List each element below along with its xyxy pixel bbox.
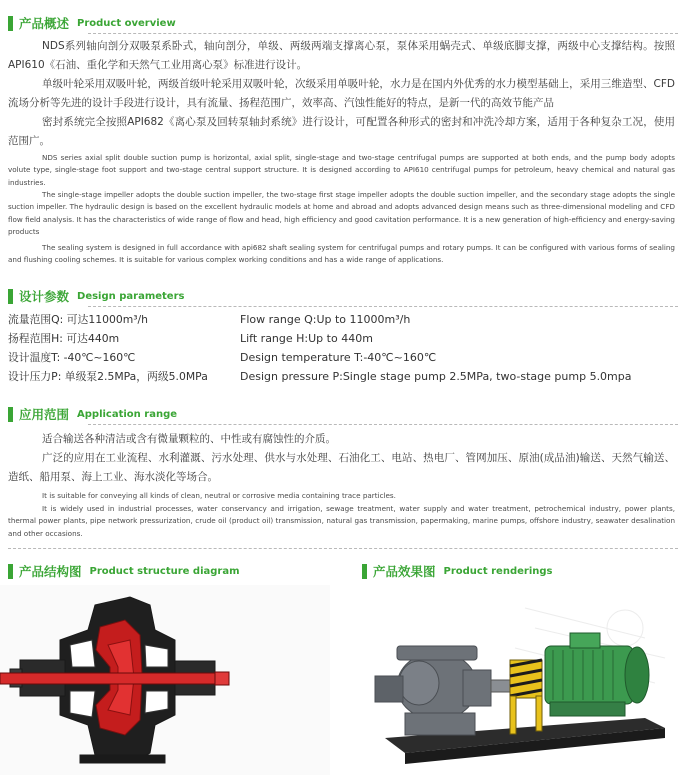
overview-zh-para-1: NDS系列轴向剖分双吸泵系卧式，轴向剖分，单级、两级两端支撑离心泵，泵体采用蜗壳式、单级底脚支撑，两级中心支撑结构。按照API610《石油、重化学和天然气工业用离心泵》标准进行设计。 [8, 40, 675, 71]
pump-3d-rendering [345, 588, 683, 775]
section-marker-icon [8, 407, 13, 422]
application-en-para-2: It is widely used in industrial processes, water conservancy and irrigation, sewage treatment, water supply and water treatment, petrochemical industry, power plants, thermal power plants, pipe network pressurization, crude oil (product oil) transmission, natural gas transmission, papermaking, marine pumps, offshore industry, seawater desalination and other occasions. [8, 504, 675, 538]
param-lift-zh: 扬程范围H: 可达440m [8, 332, 120, 345]
section-marker-icon [8, 564, 13, 579]
structure-title-en: Product structure diagram [89, 565, 240, 577]
application-zh-para-2: 广泛的应用在工业流程、水利灌溉、污水处理、供水与水处理、石油化工、电站、热电厂、管网加压、原油(成品油)输送、天然气输送、造纸、船用泵、海上工业、海水淡化等场合。 [8, 452, 675, 483]
divider [88, 306, 678, 307]
renderings-title-en: Product renderings [443, 565, 553, 577]
pump-section-drawing [0, 585, 330, 775]
param-temp-zh: 设计温度T: -40℃~160℃ [8, 351, 136, 364]
overview-header [8, 14, 176, 32]
application-header [8, 405, 177, 423]
section-marker-icon [8, 289, 13, 304]
overview-en-para-3: The sealing system is designed in full accordance with api682 shaft sealing system for centrifugal pumps and rotary pumps. It can be configured with various forms of sealing and flushing cooling schemes. It is suitable for various complex working conditions and has a wide range of applications. [8, 243, 675, 265]
design-header [8, 287, 184, 305]
overview-zh-para-3: 密封系统完全按照API682《离心泵及回转泵轴封系统》进行设计，可配置各种形式的密封和冲洗冷却方案，适用于各种复杂工况，使用范围广。 [8, 116, 675, 147]
overview-title-en: Product overview [77, 17, 176, 29]
renderings-title-zh: 产品效果图 [373, 564, 436, 579]
design-title-en: Design parameters [77, 290, 185, 302]
param-temp-en: Design temperature T:-40℃~160℃ [240, 351, 437, 364]
application-title-zh: 应用范围 [19, 407, 70, 422]
param-pressure-en: Design pressure P:Single stage pump 2.5MPa, two-stage pump 5.0mpa [240, 370, 632, 383]
divider [8, 548, 678, 549]
param-flow-zh: 流量范围Q: 可达11000m³/h [8, 313, 149, 326]
param-lift-en: Lift range H:Up to 440m [240, 332, 373, 345]
divider [88, 424, 678, 425]
param-pressure-zh: 设计压力P: 单级泵2.5MPa，两级5.0MPa [8, 370, 208, 383]
overview-zh-para-2: 单级叶轮采用双吸叶轮，两级首级叶轮采用双吸叶轮，次级采用单吸叶轮，水力是在国内外优秀的水力模型基础上，采用三维造型、CFD流场分析等先进的设计手段进行设计，具有流量、扬程范围广，效率高、汽蚀性能好的特点，是新一代的高效节能产品 [8, 78, 675, 109]
param-flow-en: Flow range Q:Up to 11000m³/h [240, 313, 411, 326]
renderings-header [362, 562, 552, 580]
pump-rendering-image [345, 588, 683, 775]
overview-en-para-2: The single-stage impeller adopts the double suction impeller, the two-stage first stage impeller adopts the double suction impeller, and the secondary stage adopts the single suction impeller. The hydraulic design is based on the excellent hydraulic models at home and abroad and adopts advanced design means such as three-dimensional modeling and CFD flow field analysis. It has the characteristics of wide range of flow and head, high efficiency and good cavitation performance. It is a new generation of high-efficiency and energy-saving products [8, 190, 675, 237]
application-en-para-1: It is suitable for conveying all kinds of clean, neutral or corrosive media containing trace particles. [42, 491, 396, 500]
section-marker-icon [362, 564, 367, 579]
overview-en-para-1: NDS series axial split double suction pump is horizontal, axial split, single-stage and two-stage centrifugal pumps are supported at both ends, and the pump body adopts volute type, single-stage foot support and two-stage central support structure. It is designed according to API610 centrifugal pumps for petroleum, heavy chemical and natural gas industries. [8, 153, 675, 187]
divider [88, 33, 678, 34]
structure-title-zh: 产品结构图 [19, 564, 82, 579]
overview-title-zh: 产品概述 [19, 16, 70, 31]
application-zh-para-1: 适合输送各种清洁或含有微量颗粒的、中性或有腐蚀性的介质。 [42, 433, 336, 445]
design-title-zh: 设计参数 [19, 289, 70, 304]
structure-header [8, 562, 240, 580]
application-title-en: Application range [77, 408, 178, 420]
structure-diagram-image [0, 585, 330, 775]
section-marker-icon [8, 16, 13, 31]
